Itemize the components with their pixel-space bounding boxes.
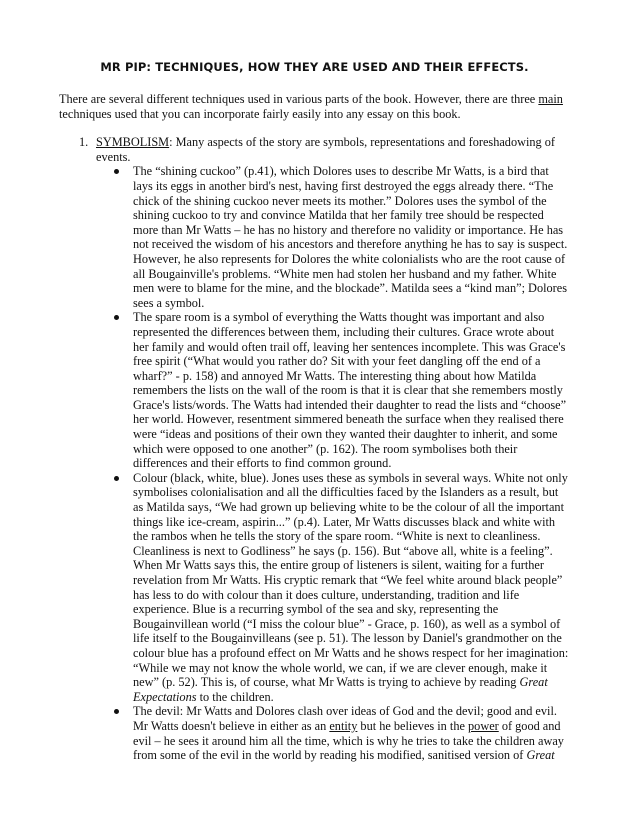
bullet-devil <box>96 704 570 762</box>
underlined-word-power: power <box>468 718 499 733</box>
bullet-text: The spare room is a symbol of everything the Watts thought was important and also represented the differences between them, including their cultures. Grace wrote about her family and would often trail off, leaving her sentences incomplete. This was Grace's free spirit (“What would you rather do? Sit with your feet dangling off the end of a wharf?” - p. 158) and annoyed Mr Watts. The interesting thing about how Matilda remembers the lists on the wall of the room is that it is clear that she remembers mostly Grace's lists/words. The Watts had intended their daughter to read the lists and “choose” her world. However, resentment simmered beneath the surface when they realised there were “ideas and positions of their own they wanted their daughter to inherit, and some which were opposed to one another” (p. 162). The room symbolises both their differences and their efforts to find common ground. <box>133 310 567 471</box>
bullet-dot-icon <box>114 169 119 174</box>
bullet-text-end: to the children. <box>196 689 274 704</box>
bullet-colour <box>96 471 570 705</box>
numbered-item-symbolism <box>59 135 570 763</box>
bullet-shining-cuckoo <box>96 164 570 310</box>
book-title-italic: Great Expectations <box>133 675 548 704</box>
document-title: MR PIP: TECHNIQUES, HOW THEY ARE USED AND THEIR EFFECTS. <box>100 60 529 74</box>
book-title-italic: Great <box>526 748 555 763</box>
section-heading: SYMBOLISM <box>96 135 170 150</box>
underlined-word-entity: entity <box>329 718 358 733</box>
list-number: 1. <box>79 135 89 150</box>
bullet-spare-room <box>96 310 570 471</box>
bullet-text: of good and evil – he sees it around him all the time, which is why he tries to take the children away from some of the evil in the world by reading his modified, sanitised version of <box>133 718 564 763</box>
bullet-dot-icon <box>114 476 119 481</box>
bullet-list <box>96 164 570 762</box>
intro-text-start: There are several different techniques used in various parts of the book. However, there are three <box>59 92 539 106</box>
section-intro-text: : Many aspects of the story are symbols, representations and foreshadowing of events. <box>96 135 556 164</box>
bullet-text: The devil: Mr Watts and Dolores clash over ideas of God and the devil; good and evil. Mr Watts doesn't believe in either as an <box>133 704 557 733</box>
intro-underlined-word: main <box>538 92 563 106</box>
bullet-dot-icon <box>114 315 119 320</box>
bullet-dot-icon <box>114 709 119 714</box>
intro-text-end: techniques used that you can incorporate fairly easily into any essay on this book. <box>59 106 461 121</box>
bullet-text: The “shining cuckoo” (p.41), which Dolores uses to describe Mr Watts, is a bird that lays its eggs in another bird's nest, having first destroyed the eggs already there. “The chick of the shining cuckoo never meets its mother.” Dolores uses the symbol of the shining cuckoo to try and convince Matilda that her family tree should be respected more than Mr Watts – he has no history and therefore no validity or importance. He has not received the wisdom of his ancestors and therefore anything he has to say is suspect. However, he also represents for Dolores the white colonialists who are the root cause of all Bougainville's problems. “White men had stolen her husband and my father. White men were to blame for the mine, and the blockade”. Matilda sees a “kind man”; Dolores sees a symbol. <box>133 164 568 310</box>
intro-paragraph <box>59 92 570 121</box>
bullet-text: but he believes in the <box>357 718 469 733</box>
bullet-text: Colour (black, white, blue). Jones uses these as symbols in several ways. White not only symbolises colonialisation and all the difficulties faced by the Islanders as a result, but as Matilda says, “We had grown up believing white to be the colour of all the important things like ice-cream, aspirin...” (p.4). Later, Mr Watts discusses black and white with the rambos when he tells the story of the spare room. “White is next to cleanliness. Cleanliness is next to Godliness” he says (p. 156). But “above all, white is a feeling”. When Mr Watts says this, the entire group of listeners is silent, waiting for a further revelation from Mr Watts. His cryptic remark that “We feel white around black people” has less to do with colour than it does culture, understanding, tradition and life experience. Blue is a recurring symbol of the sea and sky, representing the Bougainvillean world (“I miss the colour blue” - Grace, p. 160), as well as a symbol of life itself to the Bougainvilleans (see p. 51). The lesson by Daniel's grandmother on the colour blue has a profound effect on Mr Watts and he shows respect for her imagination: “While we may not know the whole world, we can, if we are clever enough, make it new” (p. 52). This is, of course, what Mr Watts is trying to achieve by reading <box>133 470 569 690</box>
